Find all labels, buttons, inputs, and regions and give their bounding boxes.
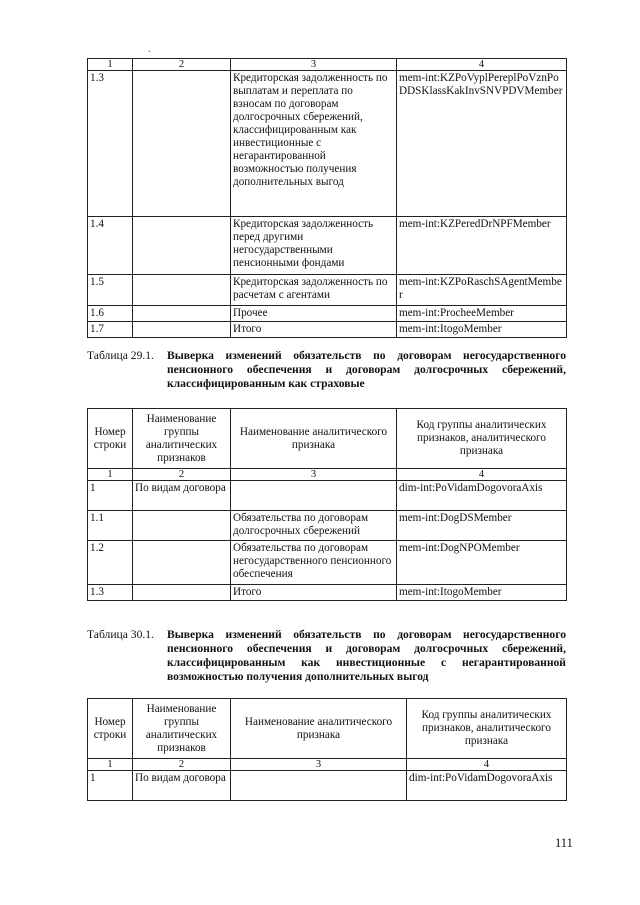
column-number: 2 <box>133 469 231 481</box>
table-caption <box>87 349 566 391</box>
attribute-name: Итого <box>231 322 397 338</box>
table-row <box>88 71 567 217</box>
column-number: 4 <box>407 759 567 771</box>
row-number: 1.1 <box>88 511 133 541</box>
table-label: Таблица 30.1. <box>87 628 154 641</box>
attribute-code: mem-int:ItogoMember <box>397 585 567 601</box>
column-number-row <box>88 759 567 771</box>
row-number: 1 <box>88 481 133 511</box>
table-label: Таблица 29.1. <box>87 349 154 362</box>
group-name <box>133 541 231 585</box>
page-number: 111 <box>555 836 573 850</box>
column-number: 2 <box>133 759 231 771</box>
row-number: 1.5 <box>88 275 133 306</box>
column-number: 3 <box>231 759 407 771</box>
row-number: 1 <box>88 771 133 801</box>
attribute-name <box>231 771 407 801</box>
table-caption <box>87 628 566 684</box>
table-row <box>88 585 567 601</box>
column-number: 3 <box>231 469 397 481</box>
column-number: 2 <box>133 59 231 71</box>
column-header: Наименование группы аналитических признаков <box>133 699 231 759</box>
scan-speck: . <box>148 44 151 55</box>
row-number: 1.6 <box>88 306 133 322</box>
table-row <box>88 541 567 585</box>
attribute-name: Обязательства по договорам негосударственного пенсионного обеспечения <box>231 541 397 585</box>
attribute-code: mem-int:DogDSMember <box>397 511 567 541</box>
column-number: 3 <box>231 59 397 71</box>
attribute-code: mem-int:KZPoRaschSAgentMember <box>397 275 567 306</box>
column-header: Номер строки <box>88 409 133 469</box>
table-row <box>88 322 567 338</box>
row-number: 1.3 <box>88 585 133 601</box>
attribute-code: mem-int:ProcheeMember <box>397 306 567 322</box>
column-number: 4 <box>397 469 567 481</box>
table-row <box>88 511 567 541</box>
group-name <box>133 71 231 217</box>
attribute-name: Кредиторская задолженность по выплатам и переплата по взносам по договорам долгосрочных сбережений, классифицированным как инвестиционные с негарантированной возможностью получения дополнительных выгод <box>231 71 397 217</box>
table-29-1 <box>87 408 567 601</box>
group-name <box>133 275 231 306</box>
attribute-code: mem-int:KZPeredDrNPFMember <box>397 217 567 275</box>
table-row <box>88 771 567 801</box>
attribute-code: mem-int:DogNPOMember <box>397 541 567 585</box>
row-number: 1.7 <box>88 322 133 338</box>
group-name <box>133 322 231 338</box>
column-number-row <box>88 469 567 481</box>
attribute-name <box>231 481 397 511</box>
column-header: Код группы аналитических признаков, аналитического признака <box>397 409 567 469</box>
attribute-name: Прочее <box>231 306 397 322</box>
column-number: 1 <box>88 759 133 771</box>
column-header: Наименование группы аналитических признаков <box>133 409 231 469</box>
attribute-name: Кредиторская задолженность по расчетам с агентами <box>231 275 397 306</box>
attribute-name: Обязательства по договорам долгосрочных сбережений <box>231 511 397 541</box>
attribute-code: mem-int:ItogoMember <box>397 322 567 338</box>
table-title: Выверка изменений обязательств по договорам негосударственного пенсионного обеспечения и договорам долгосрочных сбережений, классифицированным как инвестиционные с негарантированной возможностью получения дополнительных выгод <box>167 628 566 683</box>
attribute-name: Итого <box>231 585 397 601</box>
row-number: 1.3 <box>88 71 133 217</box>
column-number: 1 <box>88 59 133 71</box>
table-continuation <box>87 58 567 338</box>
group-name <box>133 585 231 601</box>
table-row <box>88 275 567 306</box>
column-number-row <box>88 59 567 71</box>
attribute-code: dim-int:PoVidamDogovoraAxis <box>407 771 567 801</box>
column-header: Код группы аналитических признаков, аналитического признака <box>407 699 567 759</box>
column-header: Номер строки <box>88 699 133 759</box>
row-number: 1.4 <box>88 217 133 275</box>
column-number: 1 <box>88 469 133 481</box>
table-row <box>88 217 567 275</box>
table-30-1 <box>87 698 567 801</box>
group-name <box>133 511 231 541</box>
table-row <box>88 306 567 322</box>
row-number: 1.2 <box>88 541 133 585</box>
column-header: Наименование аналитического признака <box>231 409 397 469</box>
header-row <box>88 699 567 759</box>
header-row <box>88 409 567 469</box>
group-name <box>133 306 231 322</box>
group-name: По видам договора <box>133 481 231 511</box>
attribute-code: mem-int:KZPoVyplPereplPoVznPoDDSKlassKakInvSNVPDVMember <box>397 71 567 217</box>
table-row <box>88 481 567 511</box>
table-title: Выверка изменений обязательств по договорам негосударственного пенсионного обеспечения и договорам долгосрочных сбережений, классифицированным как страховые <box>167 349 566 390</box>
group-name <box>133 217 231 275</box>
column-header: Наименование аналитического признака <box>231 699 407 759</box>
attribute-name: Кредиторская задолженность перед другими негосударственными пенсионными фондами <box>231 217 397 275</box>
column-number: 4 <box>397 59 567 71</box>
group-name: По видам договора <box>133 771 231 801</box>
attribute-code: dim-int:PoVidamDogovoraAxis <box>397 481 567 511</box>
